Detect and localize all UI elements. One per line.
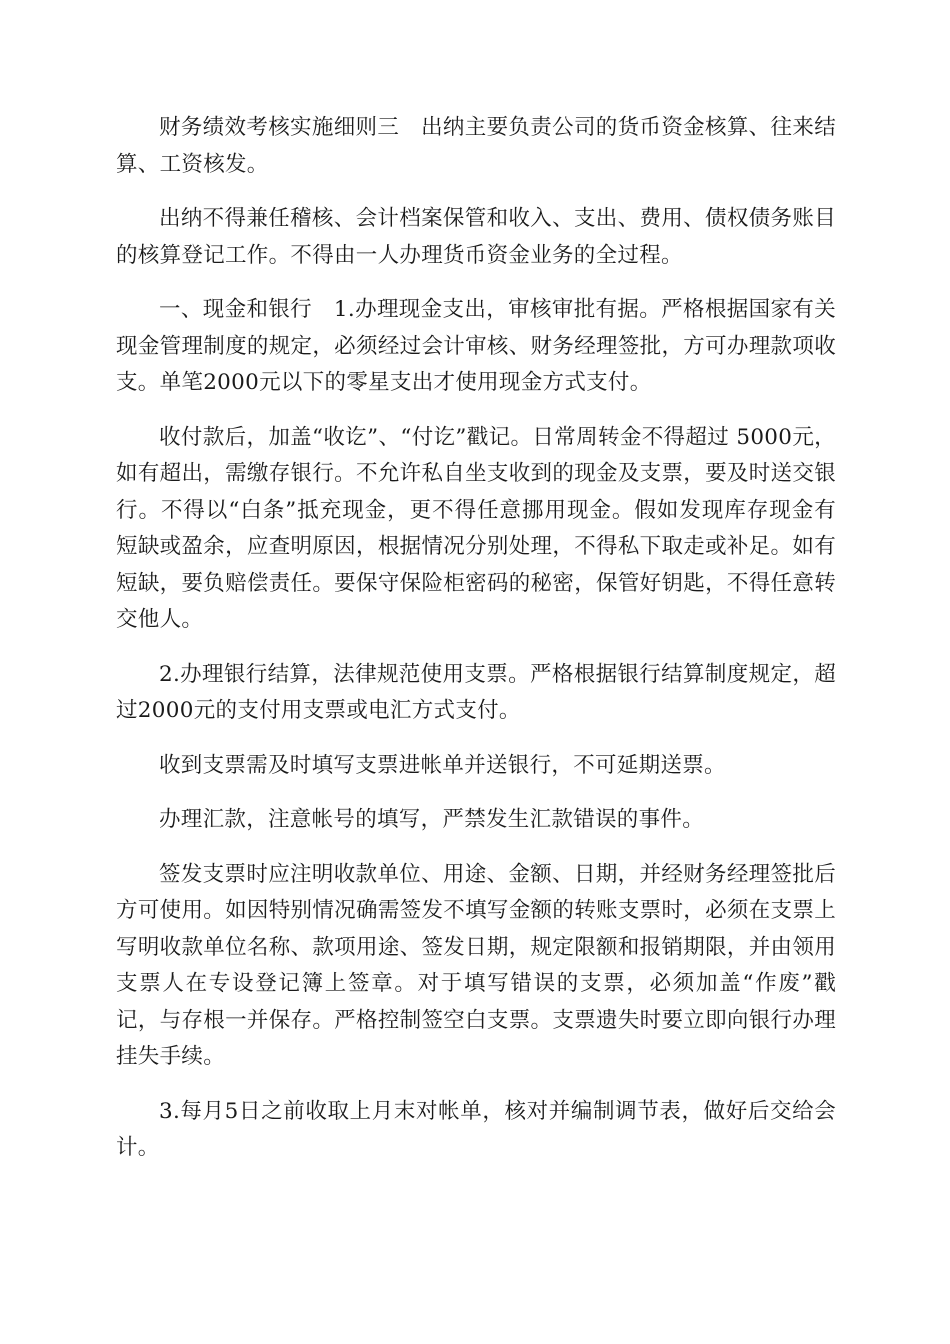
paragraph-remittance: 办理汇款，注意帐号的填写，严禁发生汇款错误的事件。 [159, 807, 705, 832]
paragraph-deposit-checks: 收到支票需及时填写支票进帐单并送银行，不可延期送票。 [159, 752, 726, 778]
paragraph-check-issuing: 签发支票时应注明收款单位、用途、金额、日期，并经财务经理签批后方可使用。如因特别情况确需签发不填写金额的转账支票时，必须在支票上写明收款单位名称、款项用途、签发日期，规定限额和报销期限，并由领用支票人在专设登记簿上签章。对于填写错误的支票，必须加盖“作废”戳记，与存根一并保存。严格控制签空白支票。支票遗失时要立即向银行办理挂失手续。 [116, 861, 836, 1069]
paragraph-reconciliation: 3.每月5日之前收取上月末对帐单，核对并编制调节表，做好后交给会计。 [116, 1098, 836, 1160]
paragraph-bank-settlement: 2.办理银行结算，法律规范使用支票。严格根据银行结算制度规定，超过2000元的支付用支票或电汇方式支付。 [116, 661, 836, 723]
paragraph-receipts: 收付款后，加盖“收讫”、“付讫”戳记。日常周转金不得超过 5000元，如有超出，需缴存银行。不允许私自坐支收到的现金及支票，要及时送交银行。不得以“白条”抵充现金，更不得任意挪用现金。假如发现库存现金有短缺或盈余，应查明原因，根据情况分别处理，不得私下取走或补足。如有短缺，要负赔偿责任。要保守保险柜密码的秘密，保管好钥匙，不得任意转交他人。 [116, 424, 836, 632]
paragraph-restrictions: 出纳不得兼任稽核、会计档案保管和收入、支出、费用、债权债务账目的核算登记工作。不得由一人办理货币资金业务的全过程。 [116, 206, 836, 268]
paragraph-cash-and-bank: 一、现金和银行 1.办理现金支出，审核审批有据。严格根据国家有关现金管理制度的规定，必须经过会计审核、财务经理签批，方可办理款项收支。单笔2000元以下的零星支出才使用现金方式支付。 [116, 297, 836, 395]
document-body [116, 110, 836, 1185]
paragraph-intro: 财务绩效考核实施细则三 出纳主要负责公司的货币资金核算、往来结算、工资核发。 [116, 115, 836, 177]
